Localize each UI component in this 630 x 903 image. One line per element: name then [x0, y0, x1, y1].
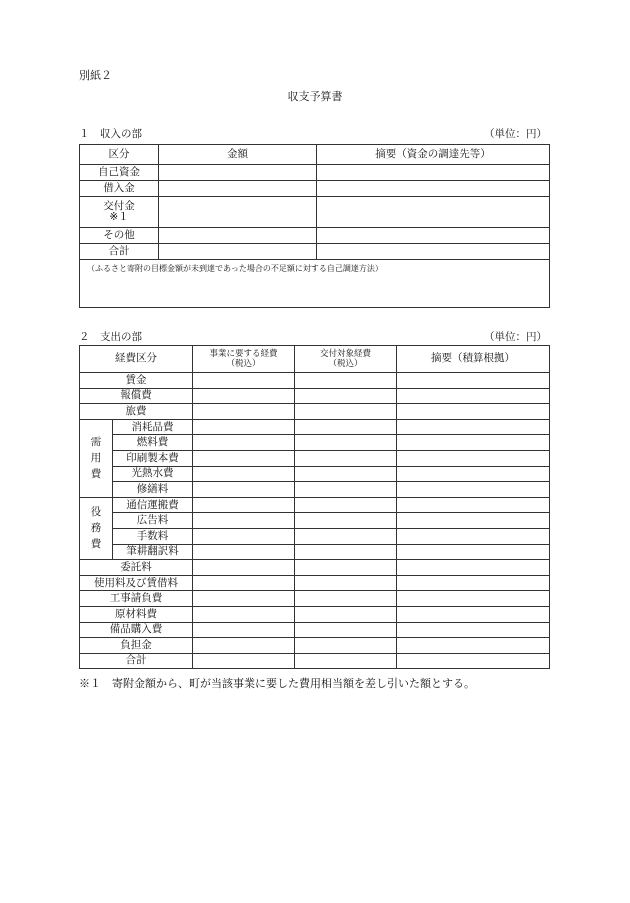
expense-eligible-cost-cell — [295, 482, 397, 498]
expense-remarks-cell — [397, 606, 550, 622]
expense-project-cost-cell — [193, 373, 295, 389]
expense-header-eligible-cost-line2: （税込） — [328, 359, 363, 369]
page-title: 収支予算書 — [287, 90, 343, 103]
expense-project-cost-cell — [193, 497, 295, 513]
expense-remarks-cell — [397, 466, 550, 482]
expense-project-cost-cell — [193, 622, 295, 638]
expense-eligible-cost-cell — [295, 404, 397, 420]
expense-group-char: 費 — [90, 468, 102, 481]
expense-row-label-communication: 通信運搬費 — [113, 497, 193, 513]
expense-eligible-cost-cell — [295, 606, 397, 622]
expense-header-eligible-cost — [295, 346, 397, 373]
expense-header-project-cost-line1: 事業に要する経費 — [209, 348, 278, 359]
expense-row-label-contributions: 負担金 — [80, 638, 193, 654]
expense-row-label-materials: 原材料費 — [80, 606, 193, 622]
income-section-heading: １ 収入の部 — [79, 128, 142, 140]
expense-remarks-cell — [397, 419, 550, 435]
expense-group-char: 費 — [90, 538, 102, 551]
income-remarks-cell — [317, 197, 550, 228]
income-remarks-cell — [317, 165, 550, 181]
expense-eligible-cost-cell — [295, 622, 397, 638]
expense-eligible-cost-cell — [295, 638, 397, 654]
expense-group-char: 需 — [90, 436, 102, 449]
expense-project-cost-cell — [193, 528, 295, 544]
expense-remarks-cell — [397, 482, 550, 498]
expense-row-label-repairs: 修繕料 — [113, 482, 193, 498]
expense-table — [79, 345, 550, 669]
income-amount-cell — [159, 244, 317, 260]
expense-project-cost-cell — [193, 450, 295, 466]
expense-eligible-cost-cell — [295, 560, 397, 576]
income-amount-cell — [159, 165, 317, 181]
income-amount-cell — [159, 197, 317, 228]
expense-group-char: 役 — [90, 506, 102, 519]
expense-project-cost-cell — [193, 513, 295, 529]
expense-eligible-cost-cell — [295, 419, 397, 435]
income-row-label-subsidy — [80, 197, 159, 228]
expense-remarks-cell — [397, 404, 550, 420]
expense-project-cost-cell — [193, 544, 295, 560]
expense-project-cost-cell — [193, 653, 295, 669]
expense-project-cost-cell — [193, 419, 295, 435]
income-header-remarks: 摘要（資金の調達先等） — [317, 145, 550, 165]
expense-row-label-printing: 印刷製本費 — [113, 450, 193, 466]
expense-eligible-cost-cell — [295, 435, 397, 451]
expense-row-label-wages: 賃金 — [80, 373, 193, 389]
expense-project-cost-cell — [193, 388, 295, 404]
expense-remarks-cell — [397, 638, 550, 654]
expense-section-heading: ２ 支出の部 — [79, 331, 142, 343]
expense-project-cost-cell — [193, 638, 295, 654]
income-remarks-cell — [317, 228, 550, 244]
expense-project-cost-cell — [193, 575, 295, 591]
expense-project-cost-cell — [193, 435, 295, 451]
income-table — [79, 144, 550, 308]
document-label: 別紙２ — [79, 69, 112, 82]
expense-row-label-advertising: 広告料 — [113, 513, 193, 529]
expense-remarks-cell — [397, 622, 550, 638]
expense-eligible-cost-cell — [295, 450, 397, 466]
income-header-category: 区分 — [80, 145, 159, 165]
expense-eligible-cost-cell — [295, 373, 397, 389]
expense-remarks-cell — [397, 435, 550, 451]
expense-row-label-transcription: 筆耕翻訳料 — [113, 544, 193, 560]
expense-project-cost-cell — [193, 560, 295, 576]
expense-remarks-cell — [397, 560, 550, 576]
expense-remarks-cell — [397, 575, 550, 591]
income-remarks-cell — [317, 181, 550, 197]
income-self-funding-note: （ふるさと寄附の目標金額が未到達であった場合の不足額に対する自己調達方法） — [80, 260, 550, 308]
expense-header-remarks: 摘要（積算根拠） — [397, 346, 550, 373]
expense-remarks-cell — [397, 373, 550, 389]
income-row-label-subsidy-note-mark: ※１ — [109, 211, 129, 223]
expense-row-label-fees: 手数料 — [113, 528, 193, 544]
expense-eligible-cost-cell — [295, 466, 397, 482]
expense-project-cost-cell — [193, 482, 295, 498]
expense-eligible-cost-cell — [295, 513, 397, 529]
expense-remarks-cell — [397, 528, 550, 544]
income-row-label-subsidy-text: 交付金 — [103, 199, 135, 212]
expense-row-label-travel: 旅費 — [80, 404, 193, 420]
expense-remarks-cell — [397, 497, 550, 513]
expense-eligible-cost-cell — [295, 528, 397, 544]
income-unit-label: （単位：円） — [484, 128, 547, 140]
expense-project-cost-cell — [193, 591, 295, 607]
expense-eligible-cost-cell — [295, 388, 397, 404]
income-amount-cell — [159, 228, 317, 244]
expense-header-project-cost-line2: （税込） — [226, 359, 261, 369]
expense-row-label-fuel: 燃料費 — [113, 435, 193, 451]
expense-group-char: 用 — [90, 452, 102, 465]
expense-group-label-supplies — [80, 419, 113, 497]
expense-eligible-cost-cell — [295, 653, 397, 669]
expense-row-label-commission: 委託料 — [80, 560, 193, 576]
income-remarks-cell — [317, 244, 550, 260]
expense-project-cost-cell — [193, 404, 295, 420]
expense-remarks-cell — [397, 450, 550, 466]
footnote: ※１ 寄附金額から、町が当該事業に要した費用相当額を差し引いた額とする。 — [79, 677, 475, 690]
expense-project-cost-cell — [193, 466, 295, 482]
expense-row-label-consumables: 消耗品費 — [113, 419, 193, 435]
expense-remarks-cell — [397, 591, 550, 607]
income-row-label-own-funds: 自己資金 — [80, 165, 159, 181]
expense-header-category: 経費区分 — [80, 346, 193, 373]
income-amount-cell — [159, 181, 317, 197]
expense-eligible-cost-cell — [295, 544, 397, 560]
expense-eligible-cost-cell — [295, 591, 397, 607]
income-row-label-total: 合計 — [80, 244, 159, 260]
expense-remarks-cell — [397, 388, 550, 404]
expense-row-label-remuneration: 報償費 — [80, 388, 193, 404]
expense-row-label-rental: 使用料及び賃借料 — [80, 575, 193, 591]
income-row-label-other: その他 — [80, 228, 159, 244]
expense-row-label-utilities: 光熱水費 — [113, 466, 193, 482]
expense-project-cost-cell — [193, 606, 295, 622]
expense-row-label-equipment: 備品購入費 — [80, 622, 193, 638]
expense-eligible-cost-cell — [295, 497, 397, 513]
expense-eligible-cost-cell — [295, 575, 397, 591]
expense-row-label-total: 合計 — [80, 653, 193, 669]
expense-remarks-cell — [397, 653, 550, 669]
expense-group-char: 務 — [90, 522, 102, 535]
expense-header-eligible-cost-line1: 交付対象経費 — [319, 348, 371, 359]
expense-row-label-construction: 工事請負費 — [80, 591, 193, 607]
expense-remarks-cell — [397, 513, 550, 529]
expense-header-project-cost — [193, 346, 295, 373]
expense-unit-label: （単位：円） — [484, 331, 547, 343]
expense-remarks-cell — [397, 544, 550, 560]
expense-group-label-services — [80, 497, 113, 559]
income-row-label-borrowings: 借入金 — [80, 181, 159, 197]
income-header-amount: 金額 — [159, 145, 317, 165]
